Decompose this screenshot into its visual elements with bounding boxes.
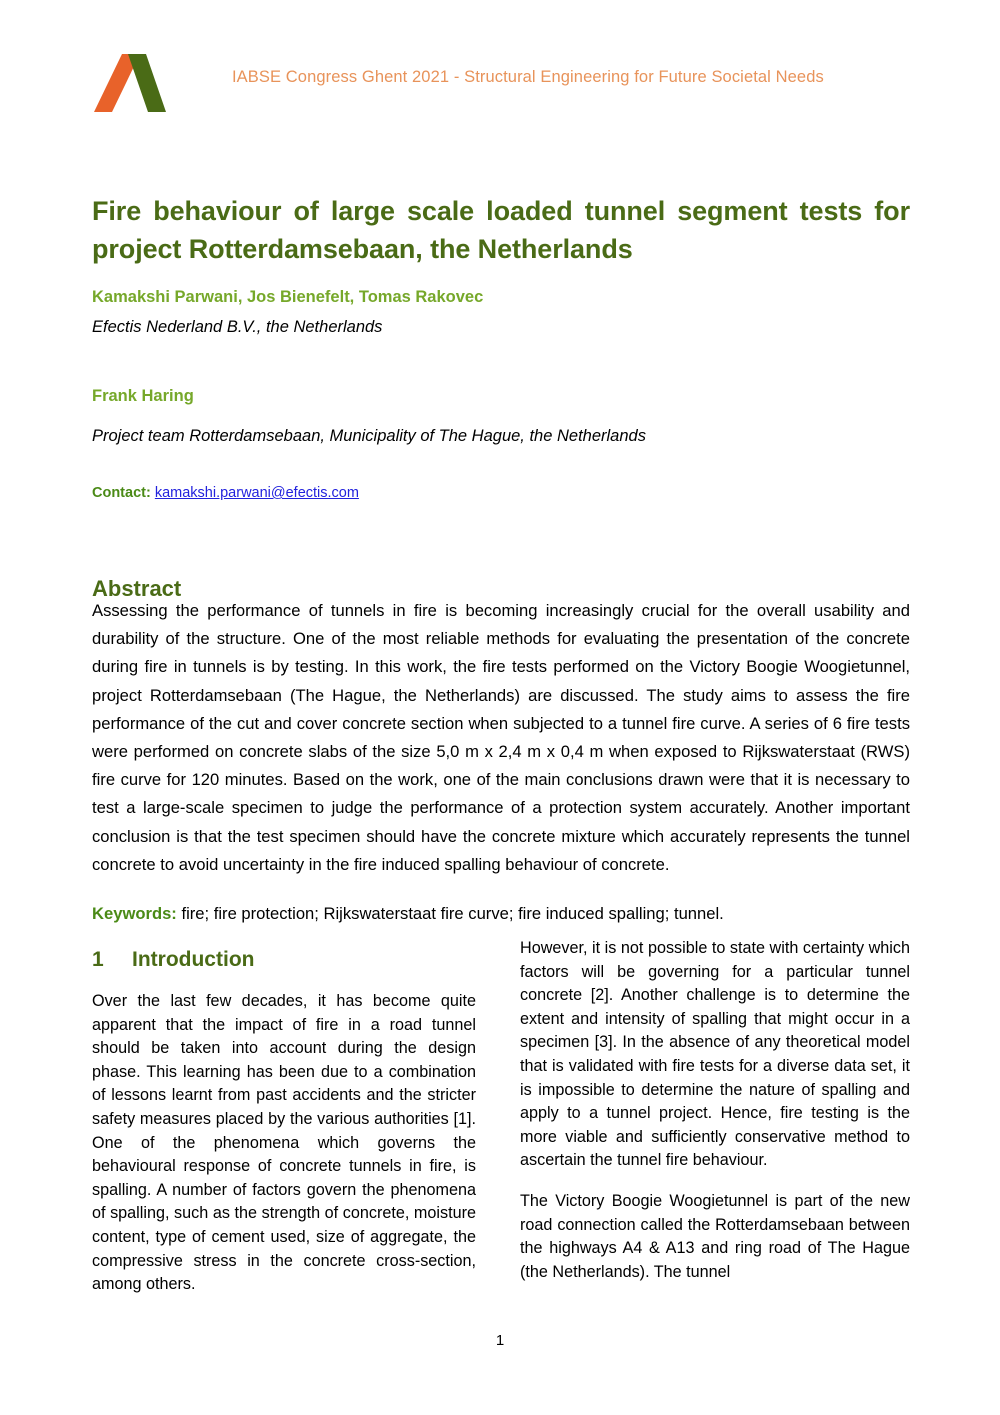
author-names-primary: Kamakshi Parwani, Jos Bienefelt, Tomas Rakovec bbox=[92, 288, 484, 306]
paragraph: Over the last few decades, it has become quite apparent that the impact of fire in a road tunnel should be taken into account during the design phase. This learning has been due to a combination of lessons learnt from past accidents and the stricter safety measures placed by the various authorities [1]. One of the phenomena which governs the behavioural response of concrete tunnels in fire, is spalling. A number of factors govern the phenomena of spalling, such as the strength of concrete, moisture content, type of cement used, size of aggregate, the compressive stress in the concrete cross-section, among others. bbox=[92, 992, 476, 1294]
affiliation-secondary: Project team Rotterdamsebaan, Municipality of The Hague, the Netherlands bbox=[92, 427, 646, 445]
column-left bbox=[92, 948, 476, 1297]
page-header bbox=[92, 52, 912, 114]
congress-header-title: IABSE Congress Ghent 2021 - Structural Engineering for Future Societal Needs bbox=[232, 68, 824, 86]
page-title: Fire behaviour of large scale loaded tunnel segment tests for project Rotterdamsebaan, the Netherlands bbox=[92, 196, 910, 265]
iabse-a-logo-icon bbox=[92, 52, 168, 114]
section-title: Introduction bbox=[132, 948, 255, 971]
author-names-secondary: Frank Haring bbox=[92, 387, 194, 405]
contact-label: Contact: bbox=[92, 485, 151, 501]
page-number: 1 bbox=[495, 1332, 505, 1349]
contact-line bbox=[92, 483, 359, 503]
keywords-line bbox=[92, 901, 910, 927]
keywords-label: Keywords: bbox=[92, 904, 177, 923]
abstract-body: Assessing the performance of tunnels in fire is becoming increasingly crucial for the overall usability and durability of the structure. One of the most reliable methods for evaluating the presentation of the concrete during fire in tunnels is by testing. In this work, the fire tests performed on the Victory Boogie Woogietunnel, project Rotterdamsebaan (The Hague, the Netherlands) are discussed. The study aims to assess the fire performance of the cut and cover concrete section when subjected to a tunnel fire curve. A series of 6 fire tests were performed on concrete slabs of the size 5,0 m x 2,4 m x 0,4 m when exposed to Rijkswaterstaat (RWS) fire curve for 120 minutes. Based on the work, one of the main conclusions drawn were that it is necessary to test a large-scale specimen to judge the performance of a protection system accurately. Another important conclusion is that the test specimen should have the concrete mixture which accurately represents the tunnel concrete to avoid uncertainty in the fire induced spalling behaviour of concrete. bbox=[92, 601, 910, 874]
affiliation-primary: Efectis Nederland B.V., the Netherlands bbox=[92, 318, 383, 336]
section-number: 1 bbox=[92, 948, 104, 971]
keywords-values: fire; fire protection; Rijkswaterstaat fire curve; fire induced spalling; tunnel. bbox=[181, 904, 724, 923]
author-block-primary bbox=[92, 285, 910, 339]
author-block-secondary bbox=[92, 384, 910, 448]
section-heading-introduction bbox=[92, 948, 476, 972]
contact-email-link[interactable]: kamakshi.parwani@efectis.com bbox=[154, 485, 359, 501]
abstract-heading: Abstract bbox=[92, 576, 182, 602]
paragraph: However, it is not possible to state with certainty which factors will be governing for a particular tunnel concrete [2]. Another challenge is to determine the extent and intensity of spalling that might occur in a specimen [3]. In the absence of any theoretical model that is validated with fire tests for a diverse data set, it is impossible to determine the nature of spalling and apply to a tunnel project. Hence, fire testing is the more viable and sufficiently conservative method to ascertain the tunnel fire behaviour. bbox=[520, 939, 910, 1170]
paragraph: The Victory Boogie Woogietunnel is part of the new road connection called the Rotterdamsebaan between the highways A4 & A13 and ring road of The Hague (the Netherlands). The tunnel bbox=[520, 1191, 910, 1281]
column-right bbox=[520, 937, 910, 1284]
